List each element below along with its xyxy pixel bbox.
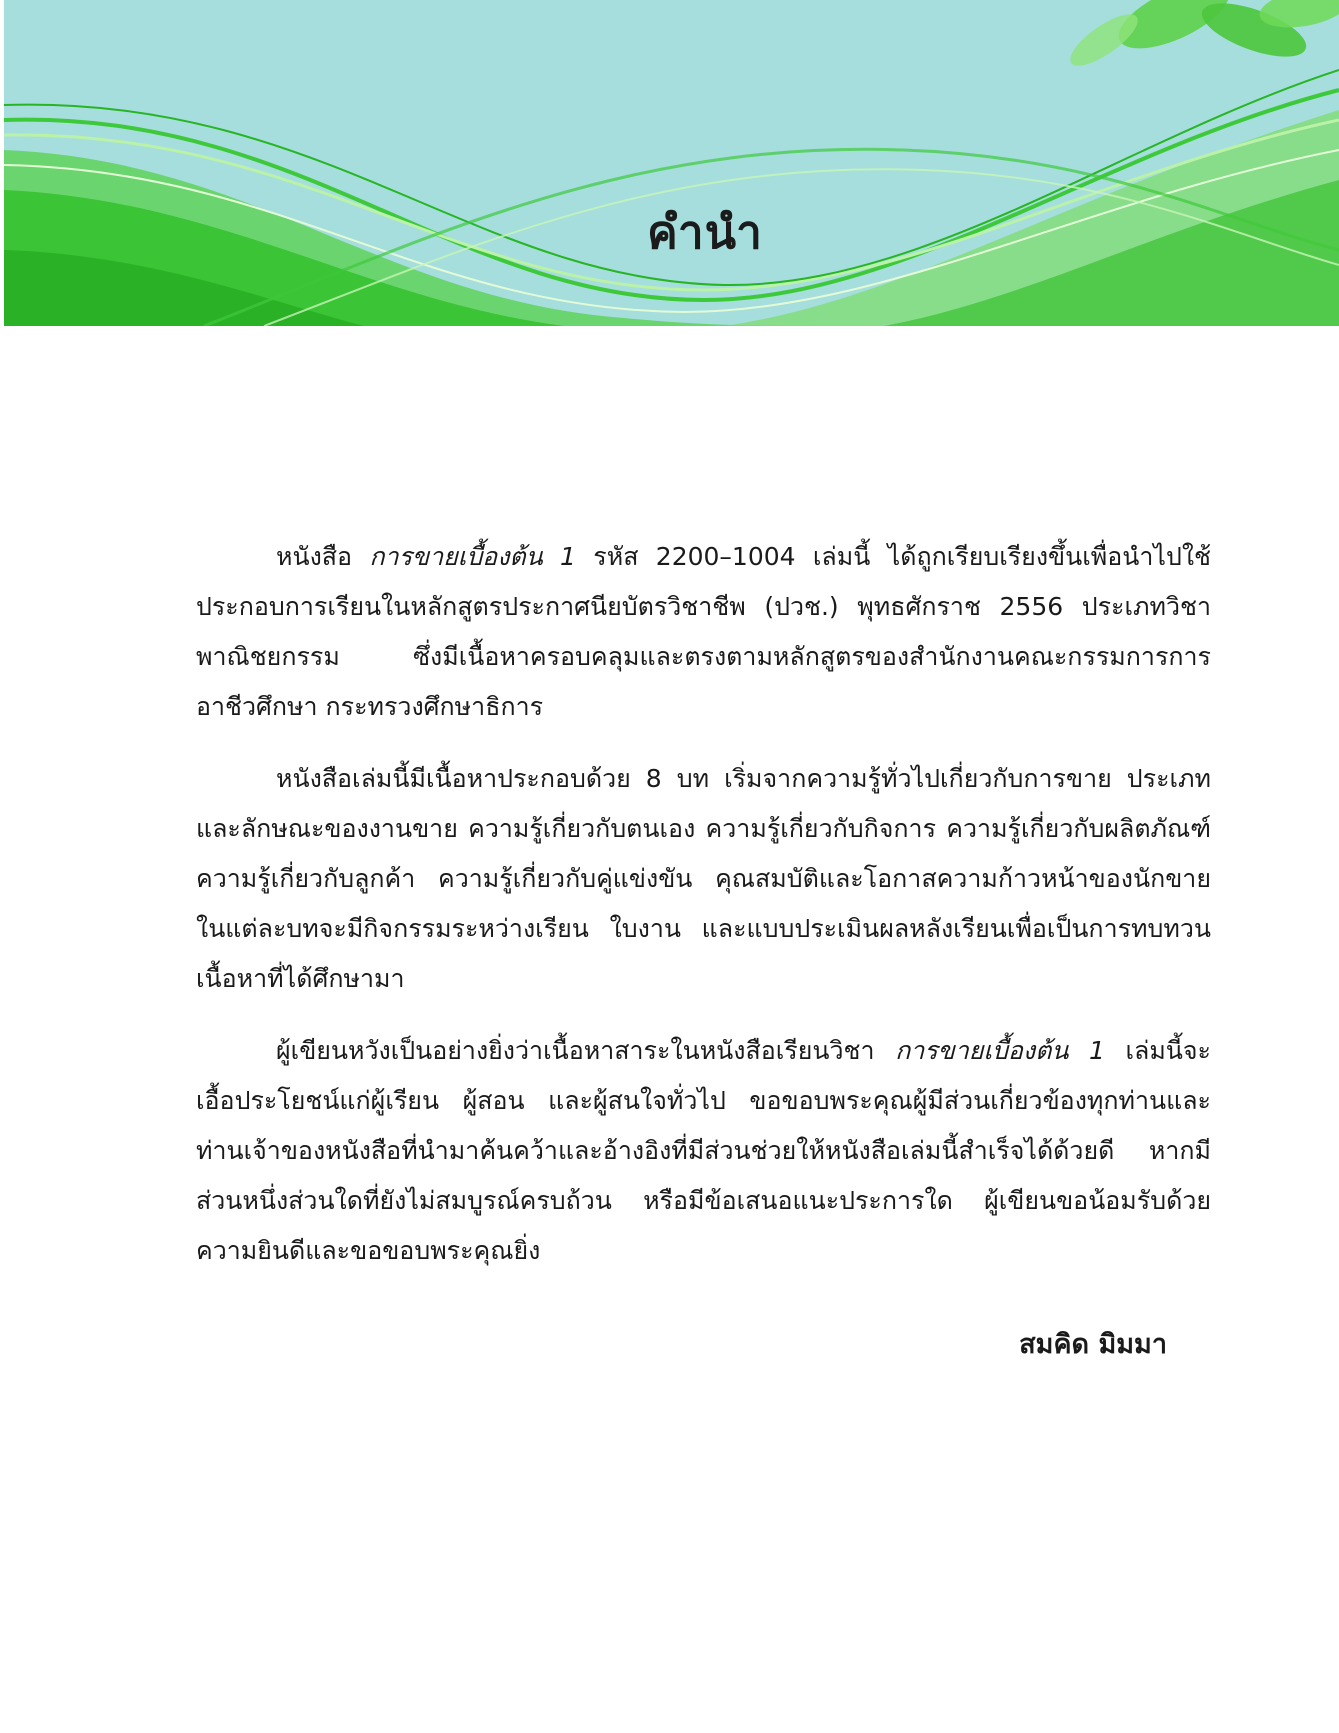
header-banner [4,0,1339,326]
book-title: การขายเบื้องต้น 1 [895,1036,1105,1065]
preface-body [196,532,1211,1298]
author-signature: สมคิด มิมมา [1019,1329,1167,1360]
paragraph-1: หนังสือ การขายเบื้องต้น 1 รหัส 2200–1004 เล่มนี้ ได้ถูกเรียบเรียงขึ้นเพื่อนำไปใช้ประกอบการเรียนในหลักสูตรประกาศนียบัตรวิชาชีพ (ปวช.) พุทธศักราช 2556 ประเภทวิชาพาณิชยกรรม ซึ่งมีเนื้อหาครอบคลุมและตรงตามหลักสูตรของสำนักงานคณะกรรมการการอาชีวศึกษา กระทรวงศึกษาธิการ [196,542,1211,721]
book-title: การขายเบื้องต้น 1 [369,542,576,571]
paragraph-2: หนังสือเล่มนี้มีเนื้อหาประกอบด้วย 8 บท เริ่มจากความรู้ทั่วไปเกี่ยวกับการขาย ประเภทและลักษณะของงานขาย ความรู้เกี่ยวกับตนเอง ความรู้เกี่ยวกับกิจการ ความรู้เกี่ยวกับผลิตภัณฑ์ ความรู้เกี่ยวกับลูกค้า ความรู้เกี่ยวกับคู่แข่งขัน คุณสมบัติและโอกาสความก้าวหน้าของนักขาย ในแต่ละบทจะมีกิจกรรมระหว่างเรียน ใบงาน และแบบประเมินผลหลังเรียนเพื่อเป็นการทบทวนเนื้อหาที่ได้ศึกษามา [196,764,1211,993]
page-title: คำนำ [647,205,763,259]
paragraph-3: ผู้เขียนหวังเป็นอย่างยิ่งว่าเนื้อหาสาระในหนังสือเรียนวิชา การขายเบื้องต้น 1 เล่มนี้จะเอื้อประโยชน์แก่ผู้เรียน ผู้สอน และผู้สนใจทั่วไป ขอขอบพระคุณผู้มีส่วนเกี่ยวข้องทุกท่านและท่านเจ้าของหนังสือที่นำมาค้นคว้าและอ้างอิงที่มีส่วนช่วยให้หนังสือเล่มนี้สำเร็จได้ด้วยดี หากมีส่วนหนึ่งส่วนใดที่ยังไม่สมบูรณ์ครบถ้วน หรือมีข้อเสนอแนะประการใด ผู้เขียนขอน้อมรับด้วยความยินดีและขอขอบพระคุณยิ่ง [196,1036,1211,1265]
green-wave-decoration [4,0,1339,326]
